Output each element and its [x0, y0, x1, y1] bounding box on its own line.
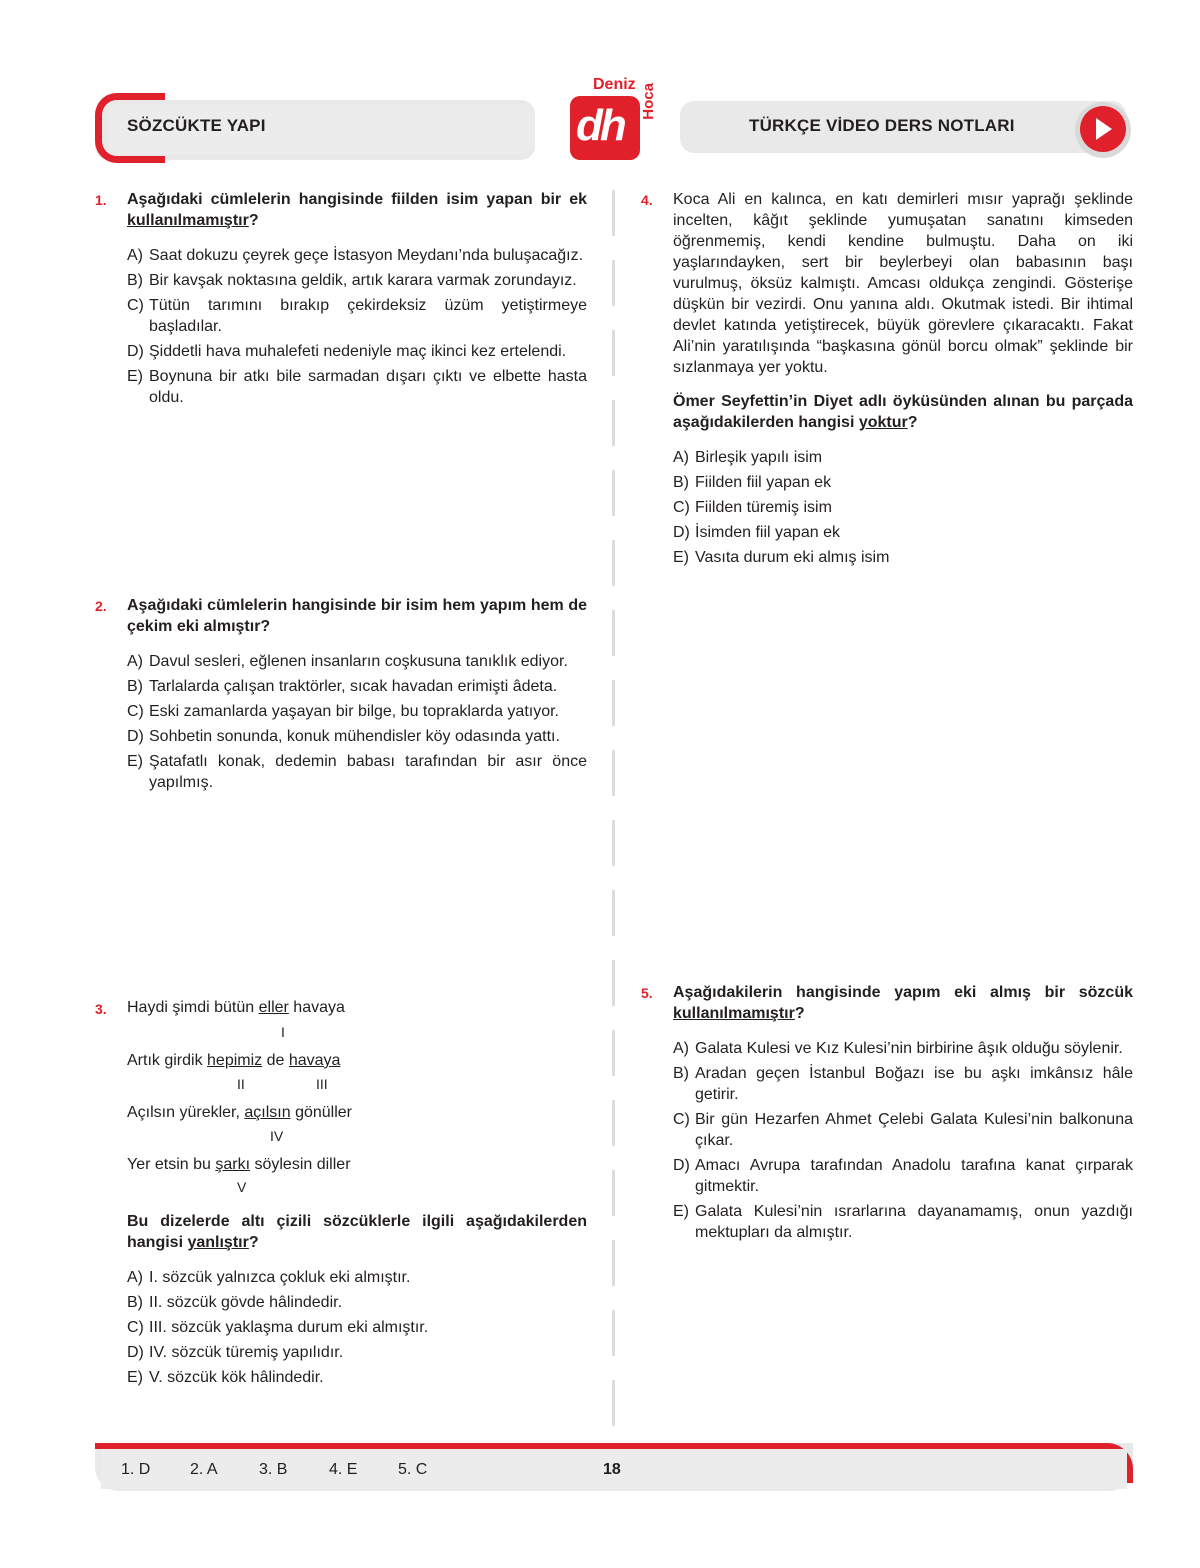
question-stem: Aşağıdaki cümlelerin hangisinde bir isim hem yapım hem de çekim eki almıştır?	[127, 597, 587, 635]
roman-label: V	[237, 1179, 247, 1195]
verse-line-3: Açılsın yürekler, açılsın gönüller	[127, 1104, 352, 1121]
question-1	[127, 189, 587, 412]
question-number: 2.	[95, 598, 107, 614]
question-number: 1.	[95, 192, 107, 208]
option-a[interactable]: A) I. sözcük yalnızca çokluk eki almıştır.	[127, 1269, 411, 1286]
question-2	[127, 595, 587, 797]
option-a[interactable]: A) Galata Kulesi ve Kız Kulesi’nin birbirine âşık olduğu söylenir.	[673, 1040, 1123, 1057]
option-b[interactable]: B) Fiilden fiil yapan ek	[673, 474, 832, 491]
option-d[interactable]: D) Sohbetin sonunda, konuk mühendisler köy odasında yattı.	[127, 728, 560, 745]
page-number: 18	[603, 1461, 621, 1478]
reading-passage: Koca Ali en kalınca, en katı demirleri mısır yaprağı şeklinde incelten, kâğıt şeklinde yumuşatan sanatını kimseden öğrenmemiş, kendi kendine bulmuştu. Daha on iki yaşlarındayken, sert bir beylerbeyi olan babasının başı vurulmuş, öksüz kalmıştı. Amcası oldukça zengindi. Gösterişe düşkün bir vezirdi. Onu yanına aldı. Okutmak istedi. Bir ihtimal devlet katında yetiştirecek, büyük görevlere çıkaracaktı. Fakat Ali’nin yaratılışında “başkasına gönül borcu olmak” şeklinde bir sızlanmaya yer yoktu.	[673, 191, 1133, 376]
option-c[interactable]: C) Fiilden türemiş isim	[673, 499, 832, 516]
logo-top-text: Deniz	[593, 76, 636, 93]
section-title: SÖZCÜKTE YAPI	[127, 116, 266, 135]
verse-line-1: Haydi şimdi bütün eller havaya	[127, 999, 345, 1016]
option-d[interactable]: D) İsimden fiil yapan ek	[673, 524, 840, 541]
option-a[interactable]: A) Saat dokuzu çeyrek geçe İstasyon Meydanı’nda buluşacağız.	[127, 247, 584, 264]
question-number: 4.	[641, 192, 653, 208]
option-a[interactable]: A) Birleşik yapılı isim	[673, 449, 823, 466]
option-c[interactable]: C) Bir gün Hezarfen Ahmet Çelebi Galata Kulesi’nin balkonuna çıkar.	[673, 1111, 1133, 1149]
question-stem: Ömer Seyfettin’in Diyet adlı öyküsünden alınan bu parçada aşağıdakilerden hangisi yoktur?	[673, 393, 1133, 431]
option-d[interactable]: D) Amacı Avrupa tarafından Anadolu tarafına kanat çırparak gitmektir.	[673, 1157, 1133, 1195]
column-divider	[612, 190, 615, 1430]
option-d[interactable]: D) Şiddetli hava muhalefeti nedeniyle maç ikinci kez ertelendi.	[127, 343, 567, 360]
answer-key-item: 1. D	[121, 1461, 151, 1478]
question-stem: Bu dizelerde altı çizili sözcüklerle ilgili aşağıdakilerden hangisi yanlıştır?	[127, 1213, 587, 1251]
logo-mark: dh	[576, 101, 624, 150]
question-3	[127, 1211, 587, 1392]
option-b[interactable]: B) II. sözcük gövde hâlindedir.	[127, 1294, 343, 1311]
option-a[interactable]: A) Davul sesleri, eğlenen insanların coşkusuna tanıklık ediyor.	[127, 653, 568, 670]
option-b[interactable]: B) Bir kavşak noktasına geldik, artık karara varmak zorundayız.	[127, 272, 577, 289]
question-stem: Aşağıdakilerin hangisinde yapım eki almış bir sözcük kullanılmamıştır?	[673, 984, 1133, 1022]
question-4	[673, 189, 1133, 572]
roman-label: III	[316, 1076, 328, 1092]
answer-key-item: 4. E	[329, 1461, 358, 1478]
roman-label: I	[281, 1024, 285, 1040]
option-b[interactable]: B) Tarlalarda çalışan traktörler, sıcak havadan erimişti âdeta.	[127, 678, 558, 695]
option-e[interactable]: E) Galata Kulesi’nin ısrarlarına dayanamamış, onun yazdığı mektupları da almıştır.	[673, 1203, 1133, 1241]
option-c[interactable]: C) Tütün tarımını bırakıp çekirdeksiz üzüm yetiştirmeye başladılar.	[127, 297, 587, 335]
verse-line-2: Artık girdik hepimiz de havaya	[127, 1052, 341, 1069]
verse-line-4: Yer etsin bu şarkı söylesin diller	[127, 1156, 351, 1173]
option-e[interactable]: E) Boynuna bir atkı bile sarmadan dışarı çıktı ve elbette hasta oldu.	[127, 368, 587, 406]
option-c[interactable]: C) III. sözcük yaklaşma durum eki almıştır.	[127, 1319, 429, 1336]
option-e[interactable]: E) V. sözcük kök hâlindedir.	[127, 1369, 324, 1386]
play-icon	[1096, 118, 1112, 140]
answer-key-item: 2. A	[190, 1461, 218, 1478]
roman-label: II	[237, 1076, 245, 1092]
option-e[interactable]: E) Vasıta durum eki almış isim	[673, 549, 890, 566]
option-b[interactable]: B) Aradan geçen İstanbul Boğazı ise bu aşkı imkânsız hâle getirir.	[673, 1065, 1133, 1103]
option-e[interactable]: E) Şatafatlı konak, dedemin babası tarafından bir asır önce yapılmış.	[127, 753, 587, 791]
question-5	[673, 982, 1133, 1247]
answer-key-item: 5. C	[398, 1461, 428, 1478]
option-c[interactable]: C) Eski zamanlarda yaşayan bir bilge, bu topraklarda yatıyor.	[127, 703, 559, 720]
question-number: 3.	[95, 1001, 107, 1017]
answer-key-item: 3. B	[259, 1461, 288, 1478]
question-number: 5.	[641, 985, 653, 1001]
question-stem: Aşağıdaki cümlelerin hangisinde fiilden isim yapan bir ek kullanılmamıştır?	[127, 191, 587, 229]
option-d[interactable]: D) IV. sözcük türemiş yapılıdır.	[127, 1344, 344, 1361]
roman-label: IV	[270, 1128, 284, 1144]
course-title: TÜRKÇE VİDEO DERS NOTLARI	[749, 116, 1015, 135]
logo-side-text: Hoca	[640, 83, 657, 120]
